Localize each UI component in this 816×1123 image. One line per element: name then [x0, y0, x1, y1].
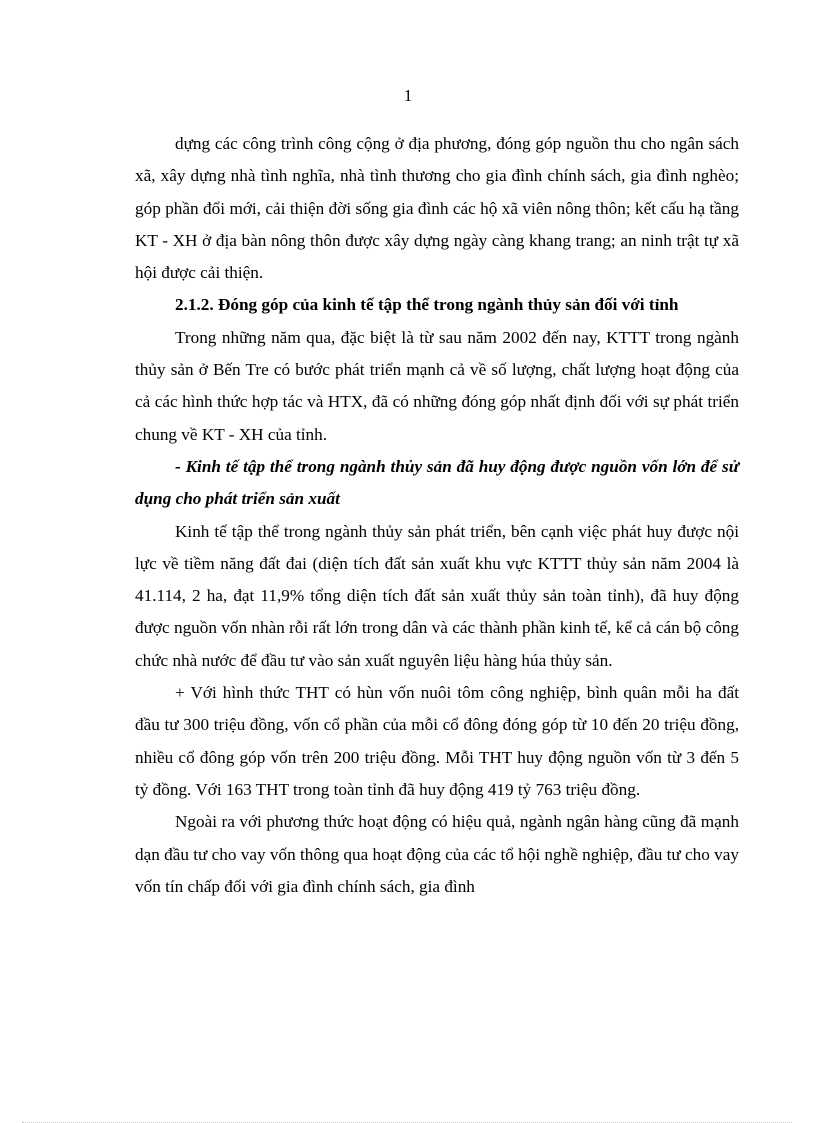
paragraph-continuation: dựng các công trình công cộng ở địa phương, đóng góp nguồn thu cho ngân sách xã, xây dựng nhà tình nghĩa, nhà tình thương cho gia đình chính sách, gia đình nghèo; góp phần đổi mới, cải thiện đời sống gia đình các hộ xã viên nông thôn; kết cấu hạ tầng KT - XH ở địa bàn nông thôn được xây dựng ngày càng khang trang; an ninh trật tự xã hội được cải thiện.	[135, 134, 739, 283]
paragraph-land-capital: Kinh tế tập thể trong ngành thủy sản phát triển, bên cạnh việc phát huy được nội lực về tiềm năng đất đai (diện tích đất sản xuất khu vực KTTT thủy sản năm 2004 là 41.114, 2 ha, đạt 11,9% tổng diện tích đất sản xuất thủy sản toàn tỉnh), đã huy động được nguồn vốn nhàn rỗi rất lớn trong dân và các thành phần kinh tế, kể cả cán bộ công chức nhà nước để đầu tư vào sản xuất nguyên liệu hàng húa thủy sản.	[135, 521, 739, 670]
document-body	[135, 128, 739, 903]
subsection-heading: - Kinh tế tập thể trong ngành thủy sản đã huy động được nguồn vốn lớn để sử dụng cho phát triển sản xuất	[135, 456, 739, 509]
paragraph-banking: Ngoài ra với phương thức hoạt động có hiệu quả, ngành ngân hàng cũng đã mạnh dạn đầu tư cho vay vốn thông qua hoạt động của các tổ hội nghề nghiệp, đầu tư cho vay vốn tín chấp đối với gia đình chính sách, gia đình	[135, 812, 739, 896]
page-number: 1	[403, 86, 413, 105]
paragraph-intro: Trong những năm qua, đặc biệt là từ sau năm 2002 đến nay, KTTT trong ngành thủy sản ở Bến Tre có bước phát triển mạnh cả về số lượng, chất lượng hoạt động của cả các hình thức hợp tác và HTX, đã có những đóng góp nhất định đối với sự phát triển chung về KT - XH của tỉnh.	[135, 327, 739, 444]
paragraph-tht-capital: + Với hình thức THT có hùn vốn nuôi tôm công nghiệp, bình quân mỗi ha đất đầu tư 300 triệu đồng, vốn cổ phần của mỗi cổ đông đóng góp từ 10 đến 20 triệu đồng, nhiều cổ đông góp vốn trên 200 triệu đồng. Mỗi THT huy động nguồn vốn từ 3 đến 5 tỷ đồng. Với 163 THT trong toàn tỉnh đã huy động 419 tỷ 763 triệu đồng.	[135, 683, 739, 799]
section-heading: 2.1.2. Đóng góp của kinh tế tập thể trong ngành thủy sản đối với tỉnh	[175, 295, 679, 315]
